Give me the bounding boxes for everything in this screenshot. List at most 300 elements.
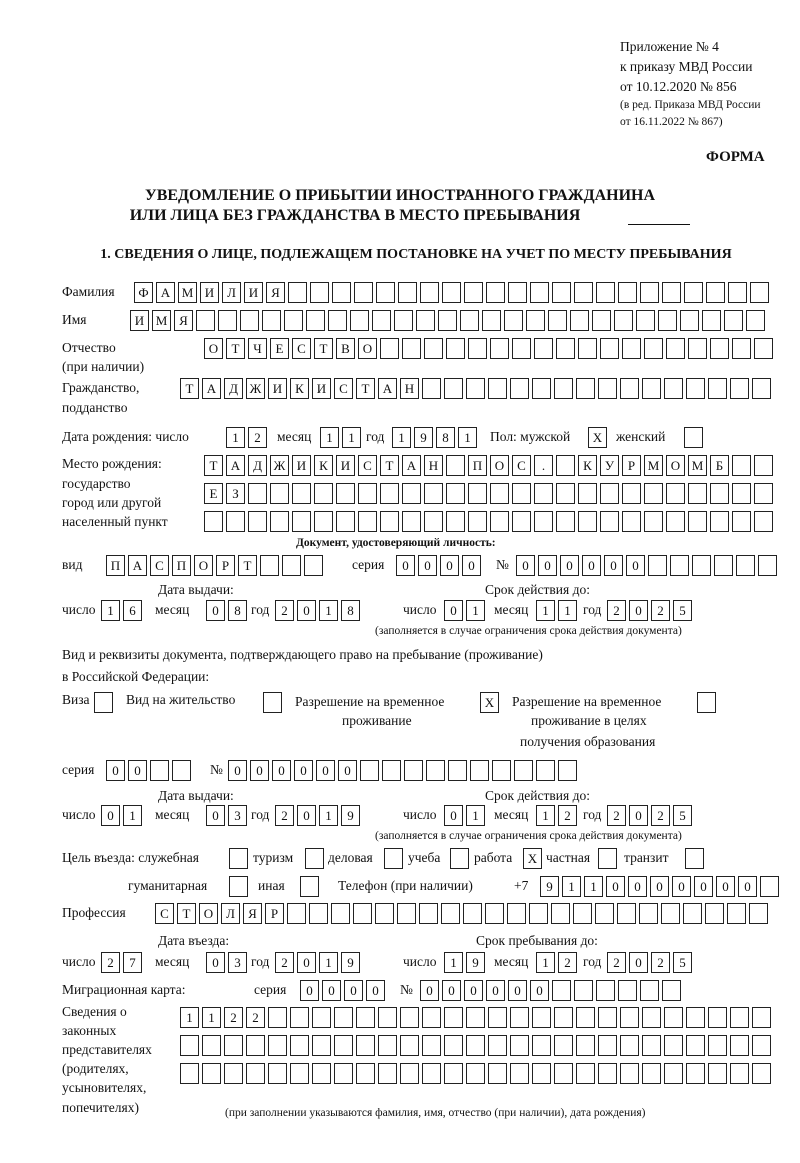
char-box[interactable]: Д [248, 455, 267, 476]
char-box[interactable]: 0 [629, 600, 648, 621]
char-box[interactable] [350, 310, 369, 331]
char-box[interactable] [686, 1007, 705, 1028]
char-box[interactable] [292, 511, 311, 532]
char-box[interactable] [150, 760, 169, 781]
char-box[interactable]: 2 [246, 1007, 265, 1028]
char-box[interactable]: 9 [341, 805, 360, 826]
char-box[interactable] [730, 1035, 749, 1056]
char-box[interactable]: 2 [275, 600, 294, 621]
char-box[interactable]: 1 [101, 600, 120, 621]
char-box[interactable] [710, 483, 729, 504]
char-box[interactable] [692, 555, 711, 576]
char-box[interactable]: 1 [319, 600, 338, 621]
char-box[interactable]: 0 [272, 760, 291, 781]
char-box[interactable]: Я [243, 903, 262, 924]
char-box[interactable] [644, 511, 663, 532]
char-box[interactable] [728, 282, 747, 303]
char-box[interactable]: 7 [123, 952, 142, 973]
char-box[interactable] [444, 378, 463, 399]
char-box[interactable] [556, 455, 575, 476]
char-box[interactable] [442, 282, 461, 303]
char-box[interactable] [530, 282, 549, 303]
char-box[interactable] [328, 310, 347, 331]
char-box[interactable] [482, 310, 501, 331]
char-box[interactable]: 0 [516, 555, 535, 576]
char-box[interactable] [310, 282, 329, 303]
char-box[interactable] [464, 282, 483, 303]
char-box[interactable]: 0 [396, 555, 415, 576]
char-box[interactable]: Я [266, 282, 285, 303]
char-box[interactable]: 5 [673, 952, 692, 973]
char-box[interactable] [688, 511, 707, 532]
char-box[interactable]: X [523, 848, 542, 869]
char-box[interactable] [570, 310, 589, 331]
char-box[interactable]: 2 [275, 952, 294, 973]
char-box[interactable] [708, 1063, 727, 1084]
char-box[interactable] [526, 310, 545, 331]
char-box[interactable]: 2 [651, 600, 670, 621]
char-box[interactable] [305, 848, 324, 869]
char-box[interactable]: 2 [607, 952, 626, 973]
char-box[interactable]: 1 [392, 427, 411, 448]
char-box[interactable]: 0 [344, 980, 363, 1001]
char-box[interactable]: 0 [206, 805, 225, 826]
char-box[interactable] [620, 378, 639, 399]
char-box[interactable]: Ф [134, 282, 153, 303]
char-box[interactable] [218, 310, 237, 331]
char-box[interactable] [336, 483, 355, 504]
char-box[interactable] [578, 483, 597, 504]
char-box[interactable] [358, 511, 377, 532]
char-box[interactable] [488, 1035, 507, 1056]
char-box[interactable] [600, 483, 619, 504]
char-box[interactable]: О [199, 903, 218, 924]
char-box[interactable] [262, 310, 281, 331]
char-box[interactable] [664, 1063, 683, 1084]
char-box[interactable] [666, 483, 685, 504]
char-box[interactable] [598, 1007, 617, 1028]
char-box[interactable]: 9 [341, 952, 360, 973]
char-box[interactable] [380, 511, 399, 532]
char-box[interactable]: 0 [206, 952, 225, 973]
char-box[interactable] [754, 511, 773, 532]
char-box[interactable]: 0 [626, 555, 645, 576]
char-box[interactable]: 1 [458, 427, 477, 448]
char-box[interactable] [490, 338, 509, 359]
char-box[interactable]: 0 [486, 980, 505, 1001]
char-box[interactable] [736, 555, 755, 576]
char-box[interactable]: 2 [101, 952, 120, 973]
char-box[interactable] [416, 310, 435, 331]
char-box[interactable]: И [292, 455, 311, 476]
char-box[interactable] [284, 310, 303, 331]
char-box[interactable] [510, 1063, 529, 1084]
char-box[interactable] [466, 1007, 485, 1028]
char-box[interactable] [664, 1035, 683, 1056]
char-box[interactable] [248, 511, 267, 532]
char-box[interactable]: 2 [607, 805, 626, 826]
char-box[interactable] [706, 282, 725, 303]
char-box[interactable] [710, 511, 729, 532]
char-box[interactable] [380, 483, 399, 504]
char-box[interactable] [94, 692, 113, 713]
char-box[interactable] [468, 338, 487, 359]
char-box[interactable] [554, 378, 573, 399]
char-box[interactable]: М [688, 455, 707, 476]
char-box[interactable]: 1 [536, 805, 555, 826]
char-box[interactable] [314, 511, 333, 532]
char-box[interactable] [229, 848, 248, 869]
char-box[interactable] [268, 1035, 287, 1056]
char-box[interactable] [592, 310, 611, 331]
char-box[interactable] [382, 760, 401, 781]
char-box[interactable]: 1 [466, 600, 485, 621]
char-box[interactable]: К [578, 455, 597, 476]
char-box[interactable] [248, 483, 267, 504]
char-box[interactable]: Т [226, 338, 245, 359]
char-box[interactable]: Р [265, 903, 284, 924]
char-box[interactable] [384, 848, 403, 869]
char-box[interactable] [661, 903, 680, 924]
char-box[interactable]: 0 [297, 952, 316, 973]
char-box[interactable]: Б [710, 455, 729, 476]
char-box[interactable]: 3 [228, 805, 247, 826]
char-box[interactable]: 0 [560, 555, 579, 576]
char-box[interactable] [666, 338, 685, 359]
char-box[interactable]: 0 [606, 876, 625, 897]
char-box[interactable] [504, 310, 523, 331]
char-box[interactable]: Ч [248, 338, 267, 359]
char-box[interactable] [710, 338, 729, 359]
char-box[interactable] [705, 903, 724, 924]
char-box[interactable] [754, 338, 773, 359]
char-box[interactable] [596, 282, 615, 303]
char-box[interactable] [394, 310, 413, 331]
char-box[interactable]: 0 [444, 600, 463, 621]
char-box[interactable] [512, 483, 531, 504]
char-box[interactable] [282, 555, 301, 576]
char-box[interactable] [375, 903, 394, 924]
char-box[interactable]: 1 [123, 805, 142, 826]
char-box[interactable] [224, 1035, 243, 1056]
char-box[interactable]: О [194, 555, 213, 576]
char-box[interactable] [662, 282, 681, 303]
char-box[interactable] [463, 903, 482, 924]
char-box[interactable] [356, 1007, 375, 1028]
char-box[interactable]: С [358, 455, 377, 476]
char-box[interactable] [510, 1007, 529, 1028]
char-box[interactable] [360, 760, 379, 781]
char-box[interactable] [614, 310, 633, 331]
char-box[interactable]: Т [380, 455, 399, 476]
char-box[interactable]: 0 [228, 760, 247, 781]
char-box[interactable] [470, 760, 489, 781]
char-box[interactable] [532, 378, 551, 399]
char-box[interactable]: О [358, 338, 377, 359]
char-box[interactable] [380, 338, 399, 359]
char-box[interactable] [576, 378, 595, 399]
char-box[interactable] [600, 338, 619, 359]
char-box[interactable] [598, 848, 617, 869]
char-box[interactable] [376, 282, 395, 303]
char-box[interactable] [514, 760, 533, 781]
char-box[interactable] [268, 1063, 287, 1084]
char-box[interactable] [752, 1035, 771, 1056]
char-box[interactable]: 0 [418, 555, 437, 576]
char-box[interactable] [552, 282, 571, 303]
char-box[interactable] [314, 483, 333, 504]
char-box[interactable] [510, 1035, 529, 1056]
char-box[interactable] [450, 848, 469, 869]
char-box[interactable]: В [336, 338, 355, 359]
char-box[interactable] [642, 378, 661, 399]
char-box[interactable]: 0 [716, 876, 735, 897]
char-box[interactable]: 1 [202, 1007, 221, 1028]
char-box[interactable] [444, 1035, 463, 1056]
char-box[interactable] [732, 338, 751, 359]
char-box[interactable]: 8 [341, 600, 360, 621]
char-box[interactable] [536, 760, 555, 781]
char-box[interactable] [466, 1063, 485, 1084]
char-box[interactable] [446, 511, 465, 532]
char-box[interactable] [422, 378, 441, 399]
char-box[interactable]: 0 [650, 876, 669, 897]
char-box[interactable]: 0 [322, 980, 341, 1001]
char-box[interactable] [353, 903, 372, 924]
char-box[interactable] [620, 1035, 639, 1056]
char-box[interactable]: П [172, 555, 191, 576]
char-box[interactable] [534, 483, 553, 504]
char-box[interactable] [688, 338, 707, 359]
char-box[interactable] [618, 980, 637, 1001]
char-box[interactable] [378, 1063, 397, 1084]
char-box[interactable] [686, 378, 705, 399]
char-box[interactable]: 0 [629, 805, 648, 826]
char-box[interactable] [485, 903, 504, 924]
char-box[interactable] [574, 980, 593, 1001]
char-box[interactable]: 0 [694, 876, 713, 897]
char-box[interactable] [466, 378, 485, 399]
char-box[interactable]: А [128, 555, 147, 576]
char-box[interactable] [246, 1035, 265, 1056]
char-box[interactable]: Р [622, 455, 641, 476]
char-box[interactable] [598, 378, 617, 399]
char-box[interactable] [356, 1035, 375, 1056]
char-box[interactable] [402, 511, 421, 532]
char-box[interactable]: 0 [464, 980, 483, 1001]
char-box[interactable] [640, 282, 659, 303]
char-box[interactable] [760, 876, 779, 897]
char-box[interactable] [372, 310, 391, 331]
char-box[interactable] [730, 1063, 749, 1084]
char-box[interactable]: 0 [462, 555, 481, 576]
char-box[interactable]: 5 [673, 600, 692, 621]
char-box[interactable]: Н [400, 378, 419, 399]
char-box[interactable]: 8 [228, 600, 247, 621]
char-box[interactable]: 0 [672, 876, 691, 897]
char-box[interactable]: 9 [466, 952, 485, 973]
char-box[interactable] [534, 511, 553, 532]
char-box[interactable] [714, 555, 733, 576]
char-box[interactable] [732, 483, 751, 504]
char-box[interactable]: П [468, 455, 487, 476]
char-box[interactable]: 1 [180, 1007, 199, 1028]
char-box[interactable] [422, 1007, 441, 1028]
char-box[interactable]: 0 [442, 980, 461, 1001]
char-box[interactable] [354, 282, 373, 303]
char-box[interactable] [554, 1007, 573, 1028]
char-box[interactable] [292, 483, 311, 504]
char-box[interactable] [752, 1007, 771, 1028]
char-box[interactable]: 2 [651, 952, 670, 973]
char-box[interactable] [507, 903, 526, 924]
char-box[interactable] [573, 903, 592, 924]
char-box[interactable] [246, 1063, 265, 1084]
char-box[interactable] [378, 1035, 397, 1056]
char-box[interactable]: 0 [629, 952, 648, 973]
char-box[interactable] [532, 1035, 551, 1056]
char-box[interactable] [400, 1035, 419, 1056]
char-box[interactable] [644, 483, 663, 504]
char-box[interactable] [402, 338, 421, 359]
char-box[interactable]: 0 [628, 876, 647, 897]
char-box[interactable] [287, 903, 306, 924]
char-box[interactable] [666, 511, 685, 532]
char-box[interactable] [620, 1007, 639, 1028]
char-box[interactable] [441, 903, 460, 924]
char-box[interactable] [490, 511, 509, 532]
char-box[interactable] [492, 760, 511, 781]
char-box[interactable] [420, 282, 439, 303]
char-box[interactable] [552, 980, 571, 1001]
char-box[interactable] [468, 511, 487, 532]
char-box[interactable]: А [402, 455, 421, 476]
char-box[interactable] [260, 555, 279, 576]
char-box[interactable]: С [334, 378, 353, 399]
char-box[interactable] [556, 483, 575, 504]
char-box[interactable]: И [312, 378, 331, 399]
char-box[interactable] [224, 1063, 243, 1084]
char-box[interactable] [336, 511, 355, 532]
char-box[interactable]: З [226, 483, 245, 504]
char-box[interactable] [576, 1063, 595, 1084]
char-box[interactable] [548, 310, 567, 331]
char-box[interactable] [512, 511, 531, 532]
char-box[interactable]: А [156, 282, 175, 303]
char-box[interactable] [684, 427, 703, 448]
char-box[interactable]: X [480, 692, 499, 713]
char-box[interactable] [422, 1035, 441, 1056]
char-box[interactable]: 1 [536, 952, 555, 973]
char-box[interactable]: 8 [436, 427, 455, 448]
char-box[interactable] [290, 1007, 309, 1028]
char-box[interactable] [576, 1035, 595, 1056]
char-box[interactable]: 1 [444, 952, 463, 973]
char-box[interactable]: 2 [558, 805, 577, 826]
char-box[interactable] [532, 1063, 551, 1084]
char-box[interactable]: 0 [250, 760, 269, 781]
char-box[interactable] [334, 1035, 353, 1056]
char-box[interactable] [636, 310, 655, 331]
char-box[interactable] [270, 483, 289, 504]
char-box[interactable] [290, 1035, 309, 1056]
char-box[interactable] [620, 1063, 639, 1084]
char-box[interactable]: Т [314, 338, 333, 359]
char-box[interactable] [397, 903, 416, 924]
char-box[interactable] [554, 1063, 573, 1084]
char-box[interactable] [422, 1063, 441, 1084]
char-box[interactable]: 0 [106, 760, 125, 781]
char-box[interactable] [754, 455, 773, 476]
char-box[interactable]: 1 [536, 600, 555, 621]
char-box[interactable]: 0 [294, 760, 313, 781]
char-box[interactable] [508, 282, 527, 303]
char-box[interactable]: Л [221, 903, 240, 924]
char-box[interactable] [529, 903, 548, 924]
char-box[interactable]: 5 [673, 805, 692, 826]
char-box[interactable] [378, 1007, 397, 1028]
char-box[interactable]: 0 [582, 555, 601, 576]
char-box[interactable] [685, 848, 704, 869]
char-box[interactable]: 1 [558, 600, 577, 621]
char-box[interactable] [202, 1063, 221, 1084]
char-box[interactable]: О [666, 455, 685, 476]
char-box[interactable]: О [204, 338, 223, 359]
char-box[interactable]: 0 [440, 555, 459, 576]
char-box[interactable] [400, 1007, 419, 1028]
char-box[interactable]: И [244, 282, 263, 303]
char-box[interactable] [309, 903, 328, 924]
char-box[interactable]: 0 [420, 980, 439, 1001]
char-box[interactable]: Н [424, 455, 443, 476]
char-box[interactable]: 1 [319, 952, 338, 973]
char-box[interactable]: Т [177, 903, 196, 924]
char-box[interactable] [488, 378, 507, 399]
char-box[interactable] [358, 483, 377, 504]
char-box[interactable]: Л [222, 282, 241, 303]
char-box[interactable]: 3 [228, 952, 247, 973]
char-box[interactable] [749, 903, 768, 924]
char-box[interactable] [490, 483, 509, 504]
char-box[interactable] [446, 338, 465, 359]
char-box[interactable]: 0 [444, 805, 463, 826]
char-box[interactable] [306, 310, 325, 331]
char-box[interactable] [598, 1035, 617, 1056]
char-box[interactable] [448, 760, 467, 781]
char-box[interactable]: Ж [270, 455, 289, 476]
char-box[interactable] [702, 310, 721, 331]
char-box[interactable] [644, 338, 663, 359]
char-box[interactable] [332, 282, 351, 303]
char-box[interactable]: И [130, 310, 149, 331]
char-box[interactable]: К [314, 455, 333, 476]
char-box[interactable] [556, 511, 575, 532]
char-box[interactable] [732, 455, 751, 476]
char-box[interactable]: К [290, 378, 309, 399]
char-box[interactable] [426, 760, 445, 781]
char-box[interactable] [304, 555, 323, 576]
char-box[interactable] [662, 980, 681, 1001]
char-box[interactable]: 0 [128, 760, 147, 781]
char-box[interactable] [578, 338, 597, 359]
char-box[interactable]: Т [356, 378, 375, 399]
char-box[interactable]: 0 [538, 555, 557, 576]
char-box[interactable] [270, 511, 289, 532]
char-box[interactable] [226, 511, 245, 532]
char-box[interactable]: 0 [300, 980, 319, 1001]
char-box[interactable] [334, 1063, 353, 1084]
char-box[interactable] [334, 1007, 353, 1028]
